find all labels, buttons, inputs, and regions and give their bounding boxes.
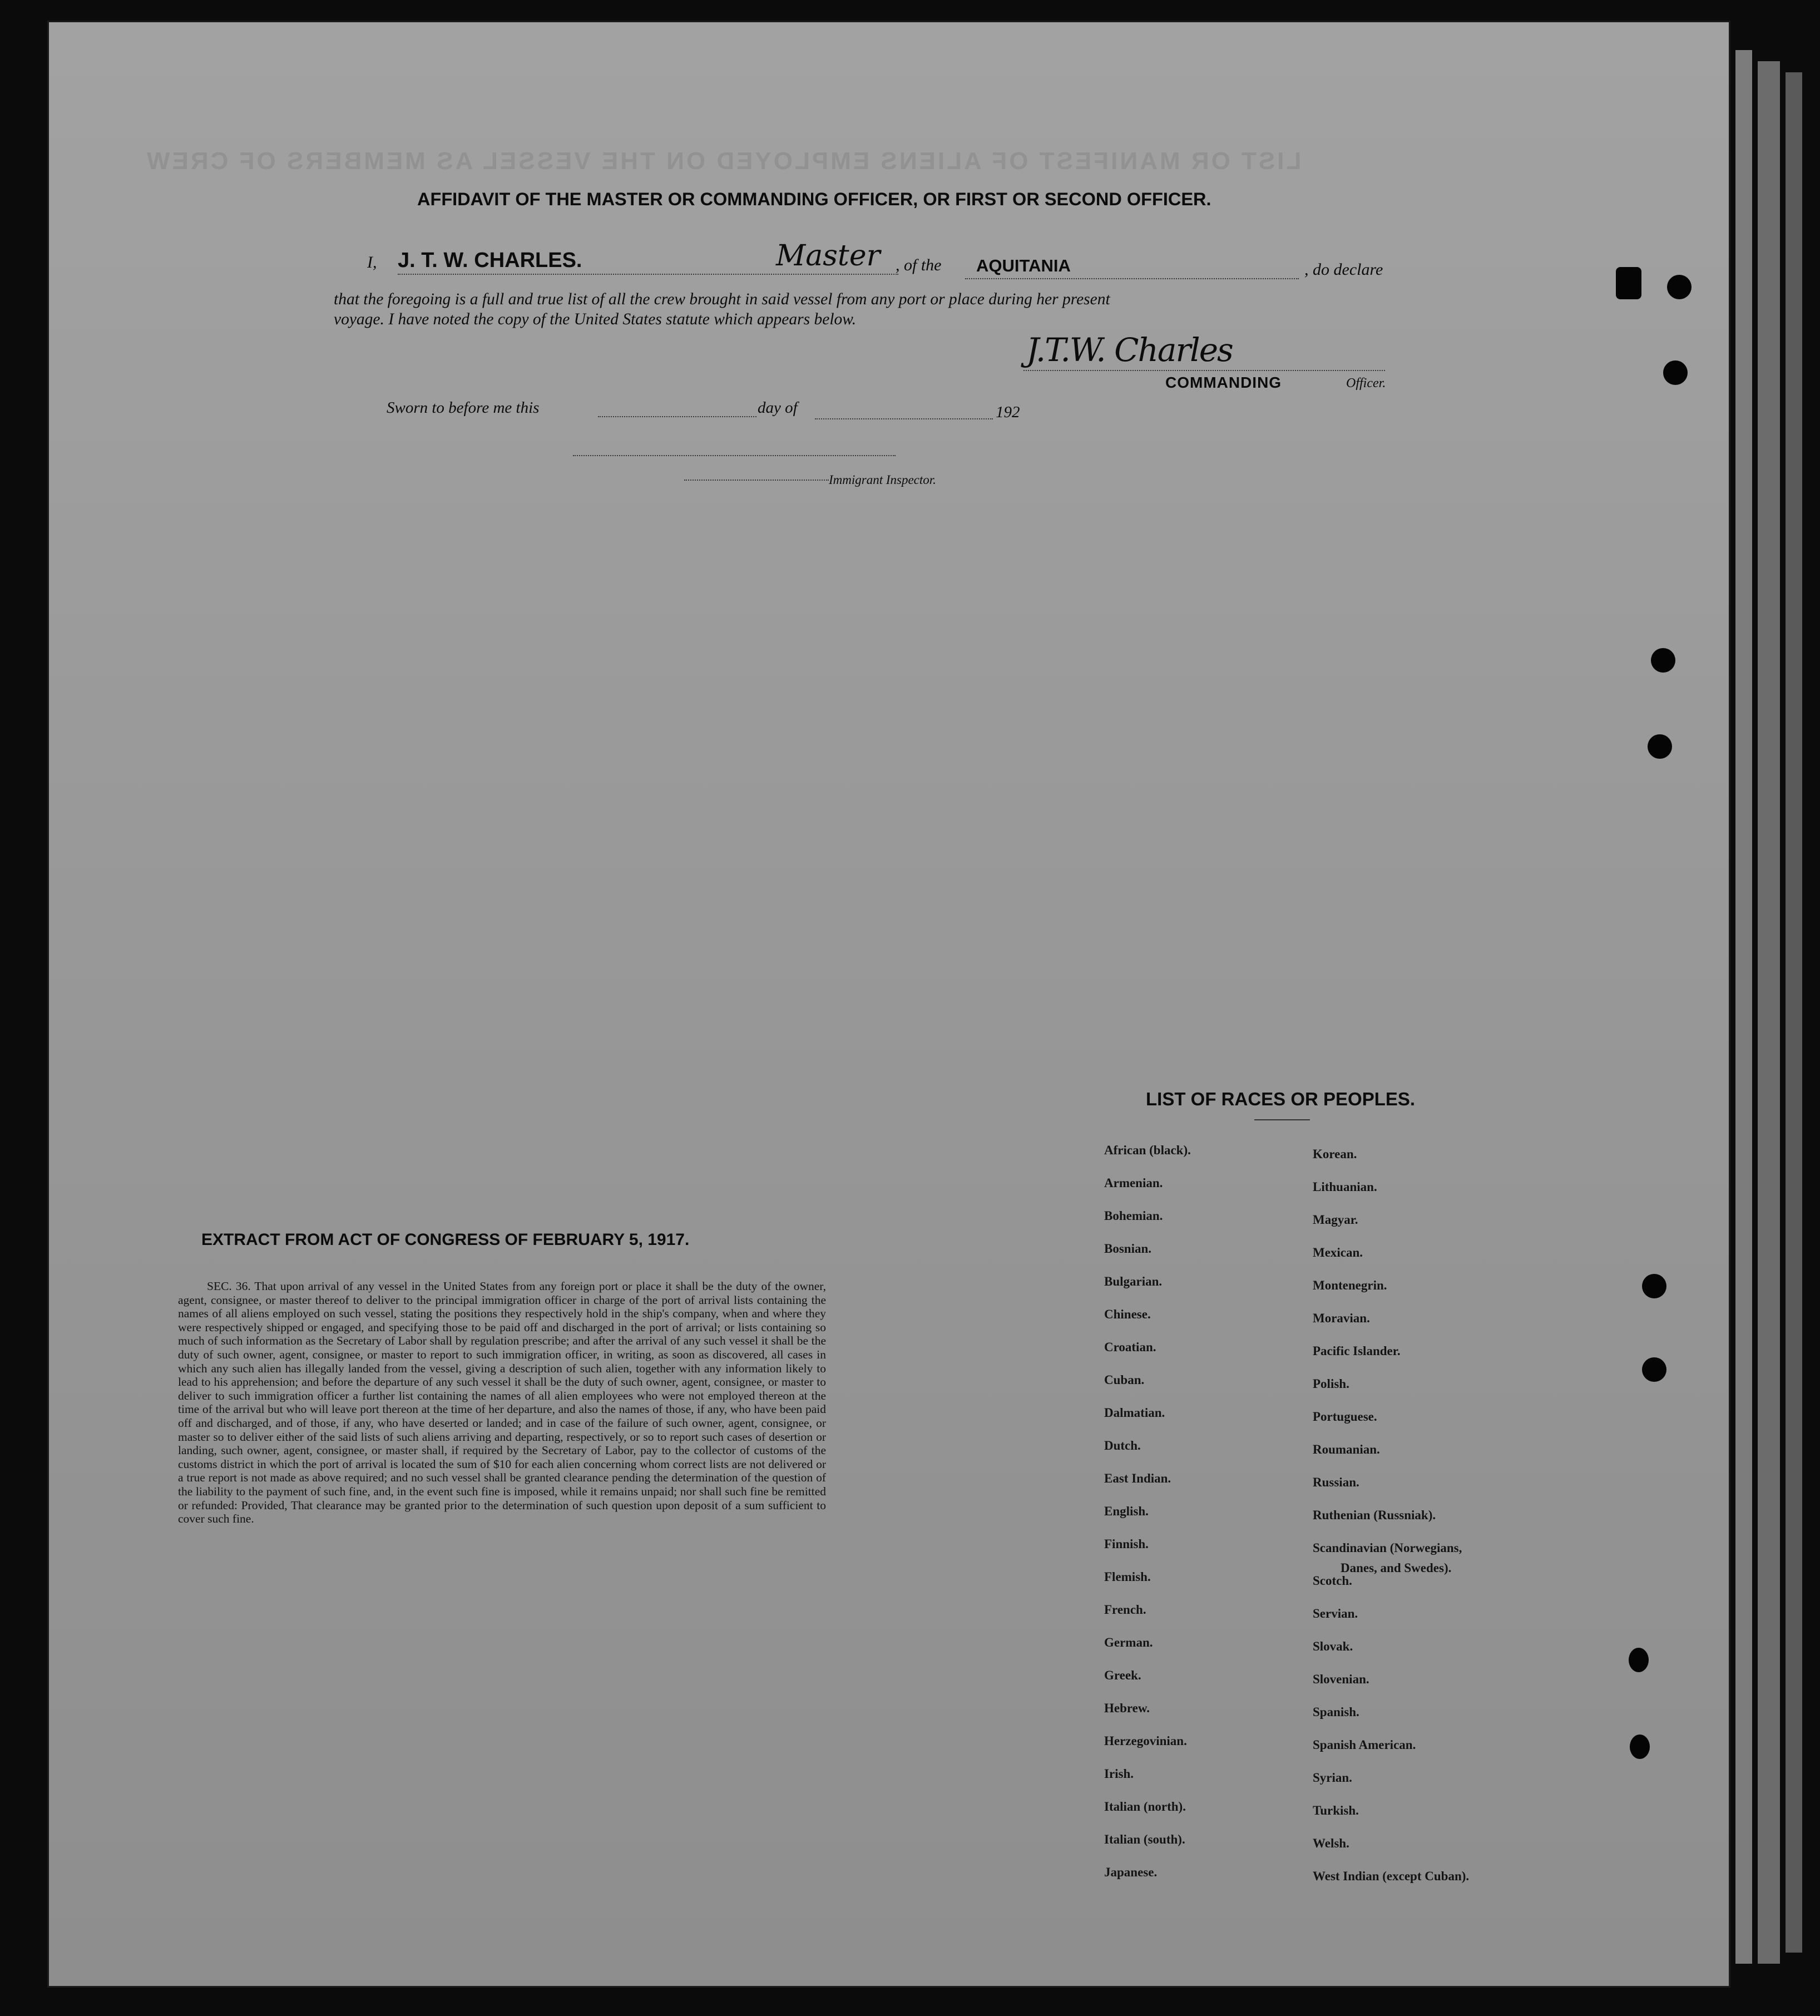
races-left-column <box>1104 1143 1191 1898</box>
page-stack-edge <box>1758 61 1780 1964</box>
race-item: Scotch. <box>1313 1574 1352 1588</box>
race-item: Greek. <box>1104 1668 1141 1682</box>
vessel-name: AQUITANIA <box>976 256 1071 275</box>
race-item: Slovak. <box>1313 1639 1353 1653</box>
binder-hole <box>1667 275 1692 299</box>
inspector-rule-1 <box>573 455 896 456</box>
race-item: Mexican. <box>1313 1246 1363 1259</box>
rank-handwritten: Master <box>776 239 881 273</box>
affidavit-line-2: that the foregoing is a full and true list of all the crew brought in said vessel from any port or place during her present <box>334 290 1110 308</box>
sworn-month-rule <box>815 418 993 419</box>
binder-hole <box>1642 1274 1666 1298</box>
signature-rule <box>1023 370 1385 371</box>
race-item: English. <box>1104 1504 1149 1518</box>
race-item: Magyar. <box>1313 1213 1358 1227</box>
master-signature: J.T.W. Charles <box>1026 331 1233 369</box>
document-page <box>49 22 1729 1986</box>
race-item: Bosnian. <box>1104 1242 1152 1256</box>
race-item: Japanese. <box>1104 1865 1158 1879</box>
vessel-rule <box>965 278 1299 279</box>
race-item: Hebrew. <box>1104 1701 1150 1715</box>
race-item: Dalmatian. <box>1104 1406 1165 1420</box>
race-item: Armenian. <box>1104 1176 1163 1190</box>
race-item: Italian (south). <box>1104 1832 1185 1846</box>
race-item: Polish. <box>1313 1377 1349 1391</box>
races-title: LIST OF RACES OR PEOPLES. <box>1146 1089 1416 1109</box>
extract-body: SEC. 36. That upon arrival of any vessel in the United States from any foreign port or place it shall be the duty of the owner, agent, consignee, or master thereof to deliver to the principal immigration officer in charge of the port of arrival lists containing the names of all aliens employed on such vessel, stating the positions they respectively hold in the ship's company, when and where they were respectively shipped or engaged, and specifying those to be paid off and discharged in the port of arrival; or lists containing so much of such information as the Secretary of Labor shall by regulation prescribe; and after the arrival of any such vessel it shall be the duty of such owner, agent, consignee, or master to report to such immigration officer, in writing, as soon as discovered, all cases in which any such alien has illegally landed from the vessel, giving a description of such alien, together with any information likely to lead to his apprehension; and before the departure of any such vessel it shall be the duty of such owner, agent, consignee, or master to deliver to such immigration officer a further list containing the names of all alien employees who were not employed thereon at the time of the arrival but who will leave port thereon at the time of her departure, and also the names of those, if any, who have been paid off and discharged, and of those, if any, who have deserted or landed; and in case of the failure of such owner, agent, consignee, or master so to deliver either of the said lists of such aliens arriving and departing, respectively, or so to report such cases of desertion or landing, such owner, agent, consignee, or master shall, if required by the Secretary of Labor, pay to the collector of customs of the customs district in which the port of arrival is located the sum of $10 for each alien concerning whom correct lists are not delivered or a true report is not made as above required; and no such vessel shall be granted clearance pending the determination of the question of the liability to the payment of such fine, and, in the event such fine is imposed, while it remains unpaid; nor shall such fine be remitted or refunded: Provided, That clearance may be granted prior to the determination of such question upon deposit of a sum sufficient to cover such fine. <box>178 1279 826 1526</box>
races-title-rule <box>1254 1119 1310 1120</box>
race-item: Welsh. <box>1313 1836 1349 1850</box>
race-item: Servian. <box>1313 1607 1358 1620</box>
binder-hole <box>1663 360 1688 385</box>
race-item: Spanish American. <box>1313 1738 1416 1752</box>
sworn-label: Sworn to before me this <box>387 399 540 417</box>
binder-hole <box>1629 1648 1649 1672</box>
race-item: Moravian. <box>1313 1311 1370 1325</box>
page-stack-edge <box>1735 50 1752 1964</box>
affidavit-line-3: voyage. I have noted the copy of the United States statute which appears below. <box>334 310 857 328</box>
race-item: African (black). <box>1104 1143 1191 1157</box>
race-item: Montenegrin. <box>1313 1278 1387 1292</box>
page-stack-edge <box>1786 72 1802 1953</box>
affidavit-title: AFFIDAVIT OF THE MASTER OR COMMANDING OFFICER, OR FIRST OR SECOND OFFICER. <box>417 189 1211 209</box>
race-item: West Indian (except Cuban). <box>1313 1869 1470 1883</box>
binder-hole <box>1616 267 1641 299</box>
race-item: Korean. <box>1313 1147 1357 1161</box>
race-item: Dutch. <box>1104 1439 1141 1452</box>
race-item: Roumanian. <box>1313 1442 1380 1456</box>
race-item: Turkish. <box>1313 1803 1359 1817</box>
sworn-day-rule <box>598 416 756 417</box>
race-item: Herzegovinian. <box>1104 1734 1187 1748</box>
races-right-column <box>1313 1147 1469 1902</box>
race-item: Ruthenian (Russniak). <box>1313 1508 1436 1522</box>
race-item: Russian. <box>1313 1475 1359 1489</box>
binder-hole <box>1651 648 1675 673</box>
ghost-header: LIST OR MANIFEST OF ALIENS EMPLOYED ON THE VESSEL AS MEMBERS OF CREW <box>145 147 1302 175</box>
race-item: Scandinavian (Norwegians, <box>1313 1541 1462 1555</box>
do-declare-label: , do declare <box>1304 260 1383 279</box>
immigrant-inspector-label: Immigrant Inspector. <box>829 473 936 487</box>
race-item: Bulgarian. <box>1104 1274 1163 1288</box>
race-item: Bohemian. <box>1104 1209 1163 1223</box>
affidavit-i-label: I, <box>367 253 377 271</box>
year-label: 192 <box>996 403 1020 421</box>
name-rule <box>398 274 898 275</box>
race-item: Flemish. <box>1104 1570 1151 1584</box>
binder-hole <box>1630 1735 1650 1759</box>
race-item-continuation: Danes, and Swedes). <box>1341 1561 1452 1575</box>
race-item: Spanish. <box>1313 1705 1359 1719</box>
of-the-label: , of the <box>896 256 942 274</box>
master-name: J. T. W. CHARLES. <box>398 249 582 272</box>
binder-hole <box>1648 734 1672 759</box>
race-item: French. <box>1104 1603 1146 1617</box>
race-item: Syrian. <box>1313 1771 1352 1785</box>
extract-title: EXTRACT FROM ACT OF CONGRESS OF FEBRUARY 5, 1917. <box>201 1231 690 1249</box>
race-item: Finnish. <box>1104 1537 1149 1551</box>
race-item: Croatian. <box>1104 1340 1156 1354</box>
race-item: Irish. <box>1104 1767 1134 1781</box>
day-of-label: day of <box>758 399 798 417</box>
race-item: Cuban. <box>1104 1373 1145 1387</box>
binder-hole <box>1642 1357 1666 1382</box>
officer-label: Officer. <box>1346 376 1386 391</box>
race-item: East Indian. <box>1104 1471 1171 1485</box>
race-item: Chinese. <box>1104 1307 1151 1321</box>
inspector-rule-2 <box>684 480 829 481</box>
race-item: Lithuanian. <box>1313 1180 1377 1194</box>
race-item: Slovenian. <box>1313 1672 1369 1686</box>
race-item: Italian (north). <box>1104 1800 1186 1814</box>
race-item: German. <box>1104 1635 1153 1649</box>
commanding-stamp: COMMANDING <box>1165 374 1282 391</box>
race-item: Portuguese. <box>1313 1410 1377 1424</box>
race-item: Pacific Islander. <box>1313 1344 1401 1358</box>
